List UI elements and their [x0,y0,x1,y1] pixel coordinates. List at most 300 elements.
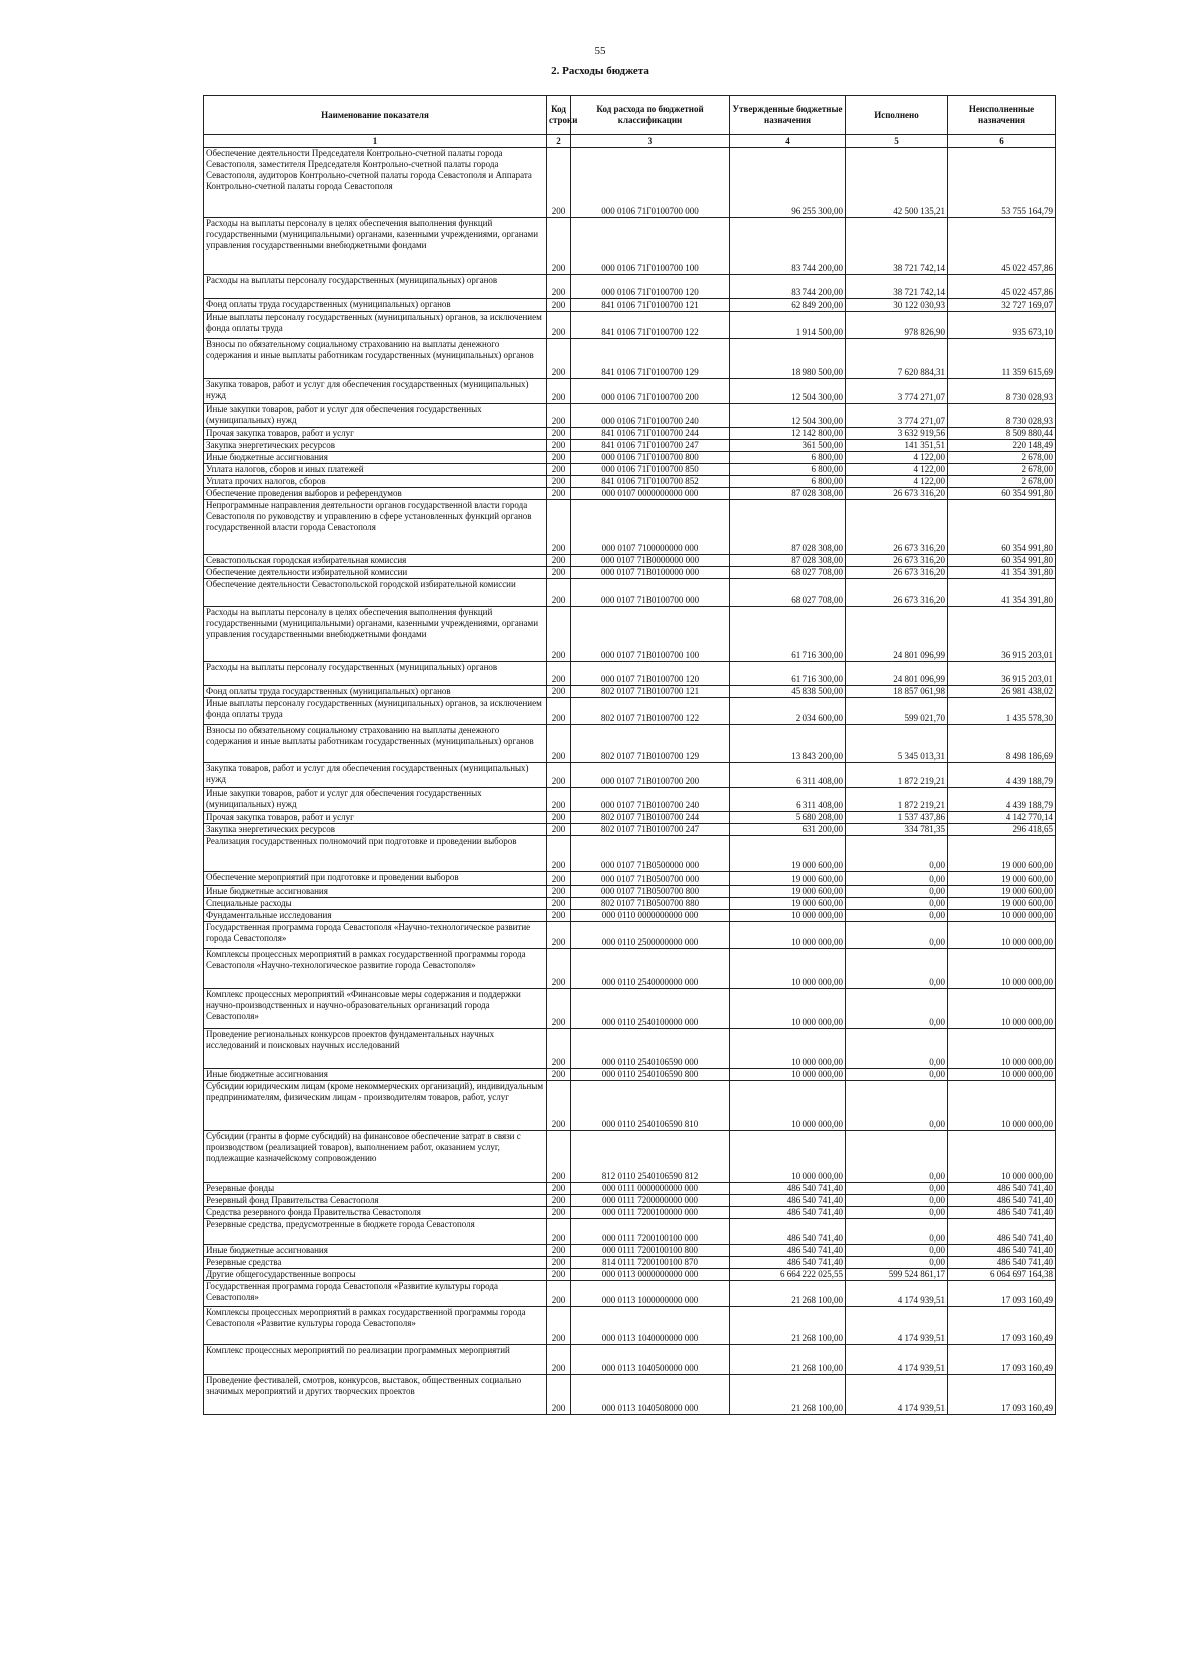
row-kbk-cell: 000 0106 71Г0100700 100 [571,218,730,275]
row-approved-cell: 486 540 741,40 [730,1219,846,1245]
column-number: 6 [948,135,1056,148]
table-row [204,763,1056,788]
row-name-cell: Другие общегосударственные вопросы [204,1269,547,1281]
row-kbk-cell: 000 0107 71В0000000 000 [571,555,730,567]
row-code-cell: 200 [547,1183,571,1195]
table-row [204,1219,1056,1245]
row-code-cell: 200 [547,607,571,662]
row-executed-cell: 599 021,70 [846,698,948,725]
row-name-cell: Резервные средства [204,1257,547,1269]
row-code-cell: 200 [547,725,571,763]
row-executed-cell: 0,00 [846,1029,948,1069]
row-code-cell: 200 [547,812,571,824]
row-approved-cell: 486 540 741,40 [730,1257,846,1269]
row-name-cell: Фонд оплаты труда государственных (муниципальных) органов [204,686,547,698]
table-row [204,686,1056,698]
row-approved-cell: 486 540 741,40 [730,1183,846,1195]
column-header-name: Наименование показателя [204,96,547,135]
table-row [204,218,1056,275]
row-unexecuted-cell: 53 755 164,79 [948,148,1056,218]
row-approved-cell: 10 000 000,00 [730,1029,846,1069]
row-kbk-cell: 000 0107 71В0100700 240 [571,788,730,812]
row-code-cell: 200 [547,989,571,1029]
row-executed-cell: 26 673 316,20 [846,567,948,579]
row-code-cell: 200 [547,949,571,989]
row-code-cell: 200 [547,312,571,339]
row-code-cell: 200 [547,464,571,476]
row-executed-cell: 18 857 061,98 [846,686,948,698]
row-kbk-cell: 000 0110 0000000000 000 [571,910,730,922]
row-approved-cell: 6 664 222 025,55 [730,1269,846,1281]
row-approved-cell: 12 504 300,00 [730,379,846,404]
table-row [204,428,1056,440]
table-row [204,1183,1056,1195]
row-approved-cell: 83 744 200,00 [730,275,846,299]
row-name-cell: Обеспечение мероприятий при подготовке и проведении выборов [204,872,547,886]
row-unexecuted-cell: 2 678,00 [948,464,1056,476]
column-number: 1 [204,135,547,148]
row-approved-cell: 68 027 708,00 [730,567,846,579]
row-kbk-cell: 000 0113 1040500000 000 [571,1345,730,1375]
table-row [204,1131,1056,1183]
table-row [204,698,1056,725]
row-code-cell: 200 [547,404,571,428]
row-name-cell: Резервные средства, предусмотренные в бюджете города Севастополя [204,1219,547,1245]
row-name-cell: Иные бюджетные ассигнования [204,1245,547,1257]
row-approved-cell: 6 311 408,00 [730,788,846,812]
row-kbk-cell: 841 0106 71Г0100700 129 [571,339,730,379]
row-code-cell: 200 [547,836,571,872]
row-executed-cell: 4 174 939,51 [846,1345,948,1375]
row-unexecuted-cell: 8 498 186,69 [948,725,1056,763]
table-row [204,662,1056,686]
row-unexecuted-cell: 4 439 188,79 [948,788,1056,812]
row-unexecuted-cell: 60 354 991,80 [948,500,1056,555]
row-kbk-cell: 000 0111 7200000000 000 [571,1195,730,1207]
row-kbk-cell: 802 0107 71В0100700 247 [571,824,730,836]
row-approved-cell: 10 000 000,00 [730,1131,846,1183]
row-kbk-cell: 000 0110 2500000000 000 [571,922,730,949]
row-name-cell: Уплата прочих налогов, сборов [204,476,547,488]
table-row [204,1029,1056,1069]
row-unexecuted-cell: 6 064 697 164,38 [948,1269,1056,1281]
row-code-cell: 200 [547,1131,571,1183]
row-kbk-cell: 000 0111 7200100000 000 [571,1207,730,1219]
table-row [204,452,1056,464]
row-executed-cell: 4 174 939,51 [846,1375,948,1415]
row-unexecuted-cell: 17 093 160,49 [948,1345,1056,1375]
row-unexecuted-cell: 10 000 000,00 [948,1029,1056,1069]
table-row [204,339,1056,379]
row-unexecuted-cell: 17 093 160,49 [948,1281,1056,1307]
row-approved-cell: 87 028 308,00 [730,500,846,555]
row-name-cell: Резервный фонд Правительства Севастополя [204,1195,547,1207]
row-kbk-cell: 000 0107 71В0500700 800 [571,886,730,898]
row-code-cell: 200 [547,579,571,607]
row-name-cell: Обеспечение деятельности Севастопольской городской избирательной комиссии [204,579,547,607]
row-kbk-cell: 000 0113 0000000000 000 [571,1269,730,1281]
row-unexecuted-cell: 32 727 169,07 [948,299,1056,312]
row-approved-cell: 10 000 000,00 [730,910,846,922]
row-kbk-cell: 000 0107 71В0500700 000 [571,872,730,886]
row-name-cell: Комплексы процессных мероприятий в рамках государственной программы города Севастополя «Научно-технологическое развитие города Севастополя» [204,949,547,989]
row-kbk-cell: 000 0106 71Г0100700 120 [571,275,730,299]
row-code-cell: 200 [547,1345,571,1375]
row-name-cell: Закупка энергетических ресурсов [204,824,547,836]
section-title: 2. Расходы бюджета [551,65,649,77]
row-approved-cell: 5 680 208,00 [730,812,846,824]
row-unexecuted-cell: 220 148,49 [948,440,1056,452]
row-executed-cell: 0,00 [846,1183,948,1195]
row-executed-cell: 1 537 437,86 [846,812,948,824]
row-name-cell: Прочая закупка товаров, работ и услуг [204,428,547,440]
row-executed-cell: 1 872 219,21 [846,763,948,788]
table-row [204,1281,1056,1307]
row-name-cell: Иные закупки товаров, работ и услуг для обеспечения государственных (муниципальных) нужд [204,788,547,812]
row-unexecuted-cell: 1 435 578,30 [948,698,1056,725]
row-kbk-cell: 000 0107 7100000000 000 [571,500,730,555]
table-row [204,312,1056,339]
table-body [204,148,1056,1415]
row-kbk-cell: 000 0107 0000000000 000 [571,488,730,500]
row-executed-cell: 4 122,00 [846,464,948,476]
table-row [204,788,1056,812]
column-header-unexecuted: Неисполненные назначения [948,96,1056,135]
row-name-cell: Иные бюджетные ассигнования [204,1069,547,1081]
row-name-cell: Средства резервного фонда Правительства Севастополя [204,1207,547,1219]
row-name-cell: Расходы на выплаты персоналу в целях обеспечения выполнения функций государственными (муниципальными) органами, казенными учреждениями, органами управления государственными внебюджетными фондами [204,218,547,275]
row-unexecuted-cell: 10 000 000,00 [948,1131,1056,1183]
row-unexecuted-cell: 4 439 188,79 [948,763,1056,788]
row-executed-cell: 3 774 271,07 [846,404,948,428]
row-unexecuted-cell: 19 000 600,00 [948,886,1056,898]
row-approved-cell: 21 268 100,00 [730,1307,846,1345]
row-approved-cell: 12 142 800,00 [730,428,846,440]
table-row [204,579,1056,607]
row-approved-cell: 6 311 408,00 [730,763,846,788]
table-row [204,275,1056,299]
row-unexecuted-cell: 486 540 741,40 [948,1257,1056,1269]
row-name-cell: Комплекс процессных мероприятий «Финансовые меры содержания и поддержки научно-производственных и научно-образовательных организаций города Севастополя» [204,989,547,1029]
table-row [204,1307,1056,1345]
table-row [204,404,1056,428]
row-executed-cell: 0,00 [846,836,948,872]
row-executed-cell: 0,00 [846,1245,948,1257]
row-kbk-cell: 000 0110 2540106590 810 [571,1081,730,1131]
row-approved-cell: 21 268 100,00 [730,1375,846,1415]
table-row [204,872,1056,886]
row-approved-cell: 10 000 000,00 [730,1069,846,1081]
row-code-cell: 200 [547,698,571,725]
row-unexecuted-cell: 10 000 000,00 [948,1081,1056,1131]
row-approved-cell: 10 000 000,00 [730,989,846,1029]
budget-expenses-table [203,95,1056,1415]
row-name-cell: Фундаментальные исследования [204,910,547,922]
row-unexecuted-cell: 8 509 880,44 [948,428,1056,440]
row-unexecuted-cell: 45 022 457,86 [948,218,1056,275]
row-name-cell: Иные бюджетные ассигнования [204,452,547,464]
row-executed-cell: 0,00 [846,1207,948,1219]
row-kbk-cell: 841 0106 71Г0100700 247 [571,440,730,452]
row-name-cell: Комплекс процессных мероприятий по реализации программных мероприятий [204,1345,547,1375]
row-kbk-cell: 000 0107 71В0100700 000 [571,579,730,607]
table-row [204,1207,1056,1219]
column-number-row [204,135,1056,148]
row-approved-cell: 19 000 600,00 [730,886,846,898]
row-name-cell: Субсидии (гранты в форме субсидий) на финансовое обеспечение затрат в связи с производством (реализацией товаров), выполнением работ, оказанием услуг, подлежащие казначейскому сопровождению [204,1131,547,1183]
table-row [204,555,1056,567]
row-code-cell: 200 [547,1245,571,1257]
row-approved-cell: 10 000 000,00 [730,949,846,989]
table-row [204,607,1056,662]
row-approved-cell: 61 716 300,00 [730,607,846,662]
row-executed-cell: 0,00 [846,886,948,898]
table-row [204,1069,1056,1081]
row-kbk-cell: 802 0107 71В0500700 880 [571,898,730,910]
row-code-cell: 200 [547,379,571,404]
table-row [204,886,1056,898]
row-executed-cell: 4 174 939,51 [846,1307,948,1345]
row-name-cell: Иные выплаты персоналу государственных (муниципальных) органов, за исключением фонда оплаты труда [204,698,547,725]
row-kbk-cell: 000 0107 71В0100700 120 [571,662,730,686]
column-number: 4 [730,135,846,148]
row-kbk-cell: 000 0113 1040508000 000 [571,1375,730,1415]
column-number: 3 [571,135,730,148]
row-name-cell: Расходы на выплаты персоналу в целях обеспечения выполнения функций государственными (муниципальными) органами, казенными учреждениями, органами управления государственными внебюджетными фондами [204,607,547,662]
table-row [204,812,1056,824]
row-executed-cell: 334 781,35 [846,824,948,836]
table-row [204,910,1056,922]
row-code-cell: 200 [547,662,571,686]
row-code-cell: 200 [547,886,571,898]
row-executed-cell: 0,00 [846,872,948,886]
row-kbk-cell: 000 0110 2540106590 800 [571,1069,730,1081]
table-row [204,476,1056,488]
row-executed-cell: 0,00 [846,1219,948,1245]
row-approved-cell: 96 255 300,00 [730,148,846,218]
row-code-cell: 200 [547,452,571,464]
row-unexecuted-cell: 4 142 770,14 [948,812,1056,824]
row-unexecuted-cell: 10 000 000,00 [948,949,1056,989]
column-number: 5 [846,135,948,148]
row-executed-cell: 0,00 [846,949,948,989]
row-code-cell: 200 [547,275,571,299]
row-name-cell: Непрограммные направления деятельности органов государственной власти города Севастополя по руководству и управлению в сфере установленных функций органов государственной власти города Севастополя [204,500,547,555]
row-executed-cell: 4 174 939,51 [846,1281,948,1307]
table-row [204,440,1056,452]
row-code-cell: 200 [547,1219,571,1245]
row-code-cell: 200 [547,1069,571,1081]
row-approved-cell: 83 744 200,00 [730,218,846,275]
row-kbk-cell: 000 0106 71Г0100700 240 [571,404,730,428]
row-approved-cell: 68 027 708,00 [730,579,846,607]
row-approved-cell: 486 540 741,40 [730,1245,846,1257]
row-code-cell: 200 [547,1029,571,1069]
row-executed-cell: 978 826,90 [846,312,948,339]
column-header-kbk: Код расхода по бюджетной классификации [571,96,730,135]
row-name-cell: Комплексы процессных мероприятий в рамках государственной программы города Севастополя «Развитие культуры города Севастополя» [204,1307,547,1345]
table-row [204,922,1056,949]
row-kbk-cell: 000 0107 71В0100700 200 [571,763,730,788]
row-name-cell: Расходы на выплаты персоналу государственных (муниципальных) органов [204,662,547,686]
table-row [204,299,1056,312]
row-approved-cell: 486 540 741,40 [730,1207,846,1219]
row-unexecuted-cell: 486 540 741,40 [948,1219,1056,1245]
row-unexecuted-cell: 17 093 160,49 [948,1375,1056,1415]
row-executed-cell: 4 122,00 [846,476,948,488]
row-kbk-cell: 000 0107 71В0500000 000 [571,836,730,872]
row-approved-cell: 18 980 500,00 [730,339,846,379]
row-approved-cell: 62 849 200,00 [730,299,846,312]
row-unexecuted-cell: 486 540 741,40 [948,1245,1056,1257]
column-number: 2 [547,135,571,148]
row-kbk-cell: 000 0111 7200100100 000 [571,1219,730,1245]
row-name-cell: Прочая закупка товаров, работ и услуг [204,812,547,824]
row-unexecuted-cell: 296 418,65 [948,824,1056,836]
table-row [204,1195,1056,1207]
row-code-cell: 200 [547,686,571,698]
row-unexecuted-cell: 2 678,00 [948,452,1056,464]
row-executed-cell: 26 673 316,20 [846,500,948,555]
row-executed-cell: 3 774 271,07 [846,379,948,404]
row-executed-cell: 26 673 316,20 [846,579,948,607]
row-executed-cell: 0,00 [846,922,948,949]
row-unexecuted-cell: 8 730 028,93 [948,379,1056,404]
row-unexecuted-cell: 19 000 600,00 [948,898,1056,910]
row-name-cell: Государственная программа города Севастополя «Развитие культуры города Севастополя» [204,1281,547,1307]
row-kbk-cell: 841 0106 71Г0100700 122 [571,312,730,339]
table-row [204,1245,1056,1257]
row-executed-cell: 0,00 [846,1131,948,1183]
table-row [204,500,1056,555]
row-executed-cell: 26 673 316,20 [846,488,948,500]
row-unexecuted-cell: 486 540 741,40 [948,1183,1056,1195]
row-unexecuted-cell: 45 022 457,86 [948,275,1056,299]
row-name-cell: Уплата налогов, сборов и иных платежей [204,464,547,476]
table-row [204,567,1056,579]
row-code-cell: 200 [547,299,571,312]
row-name-cell: Иные закупки товаров, работ и услуг для обеспечения государственных (муниципальных) нужд [204,404,547,428]
row-approved-cell: 87 028 308,00 [730,488,846,500]
row-executed-cell: 0,00 [846,1257,948,1269]
row-code-cell: 200 [547,488,571,500]
row-code-cell: 200 [547,824,571,836]
table-row [204,379,1056,404]
row-kbk-cell: 802 0107 71В0100700 121 [571,686,730,698]
row-kbk-cell: 802 0107 71В0100700 129 [571,725,730,763]
table-row [204,836,1056,872]
row-executed-cell: 24 801 096,99 [846,607,948,662]
row-executed-cell: 30 122 030,93 [846,299,948,312]
row-kbk-cell: 802 0107 71В0100700 244 [571,812,730,824]
row-approved-cell: 10 000 000,00 [730,1081,846,1131]
table-row [204,1375,1056,1415]
table-row [204,725,1056,763]
row-executed-cell: 141 351,51 [846,440,948,452]
table-row [204,949,1056,989]
page-number: 55 [594,45,606,57]
row-approved-cell: 2 034 600,00 [730,698,846,725]
row-code-cell: 200 [547,1375,571,1415]
row-kbk-cell: 000 0110 2540000000 000 [571,949,730,989]
row-kbk-cell: 000 0113 1040000000 000 [571,1307,730,1345]
row-code-cell: 200 [547,218,571,275]
row-name-cell: Проведение региональных конкурсов проектов фундаментальных научных исследований и поисковых научных исследований [204,1029,547,1069]
row-executed-cell: 24 801 096,99 [846,662,948,686]
row-approved-cell: 61 716 300,00 [730,662,846,686]
row-name-cell: Иные выплаты персоналу государственных (муниципальных) органов, за исключением фонда оплаты труда [204,312,547,339]
row-name-cell: Закупка товаров, работ и услуг для обеспечения государственных (муниципальных) нужд [204,379,547,404]
row-unexecuted-cell: 486 540 741,40 [948,1195,1056,1207]
row-executed-cell: 0,00 [846,898,948,910]
table-row [204,1269,1056,1281]
row-executed-cell: 0,00 [846,910,948,922]
row-code-cell: 200 [547,500,571,555]
row-executed-cell: 38 721 742,14 [846,275,948,299]
row-code-cell: 200 [547,1257,571,1269]
row-kbk-cell: 000 0106 71Г0100700 800 [571,452,730,464]
row-executed-cell: 5 345 013,31 [846,725,948,763]
row-name-cell: Обеспечение деятельности Председателя Контрольно-счетной палаты города Севастополя, заместителя Председателя Контрольно-счетной палаты города Севастополя, аудиторов Контрольно-счетной палаты города Севастополя и Аппарата Контрольно-счетной палаты города Севастополя [204,148,547,218]
row-executed-cell: 1 872 219,21 [846,788,948,812]
table-row [204,464,1056,476]
row-executed-cell: 38 721 742,14 [846,218,948,275]
row-code-cell: 200 [547,910,571,922]
row-kbk-cell: 000 0110 2540106590 000 [571,1029,730,1069]
row-unexecuted-cell: 10 000 000,00 [948,910,1056,922]
row-code-cell: 200 [547,567,571,579]
row-unexecuted-cell: 2 678,00 [948,476,1056,488]
row-code-cell: 200 [547,1307,571,1345]
row-executed-cell: 599 524 861,17 [846,1269,948,1281]
row-unexecuted-cell: 26 981 438,02 [948,686,1056,698]
row-approved-cell: 6 800,00 [730,476,846,488]
table-row [204,488,1056,500]
row-kbk-cell: 000 0111 0000000000 000 [571,1183,730,1195]
row-name-cell: Иные бюджетные ассигнования [204,886,547,898]
row-unexecuted-cell: 935 673,10 [948,312,1056,339]
row-executed-cell: 4 122,00 [846,452,948,464]
row-unexecuted-cell: 36 915 203,01 [948,607,1056,662]
row-kbk-cell: 000 0106 71Г0100700 000 [571,148,730,218]
row-approved-cell: 10 000 000,00 [730,922,846,949]
row-executed-cell: 42 500 135,21 [846,148,948,218]
row-kbk-cell: 812 0110 2540106590 812 [571,1131,730,1183]
row-unexecuted-cell: 10 000 000,00 [948,989,1056,1029]
row-approved-cell: 19 000 600,00 [730,836,846,872]
row-name-cell: Взносы по обязательному социальному страхованию на выплаты денежного содержания и иные выплаты работникам государственных (муниципальных) органов [204,339,547,379]
row-approved-cell: 21 268 100,00 [730,1281,846,1307]
row-code-cell: 200 [547,148,571,218]
table-row [204,989,1056,1029]
row-name-cell: Реализация государственных полномочий при подготовке и проведении выборов [204,836,547,872]
row-unexecuted-cell: 8 730 028,93 [948,404,1056,428]
row-executed-cell: 0,00 [846,1195,948,1207]
row-kbk-cell: 841 0106 71Г0100700 121 [571,299,730,312]
row-code-cell: 200 [547,1195,571,1207]
row-executed-cell: 7 620 884,31 [846,339,948,379]
row-unexecuted-cell: 19 000 600,00 [948,836,1056,872]
row-name-cell: Государственная программа города Севастополя «Научно-технологическое развитие города Севастополя» [204,922,547,949]
row-name-cell: Закупка энергетических ресурсов [204,440,547,452]
row-name-cell: Севастопольская городская избирательная комиссия [204,555,547,567]
row-code-cell: 200 [547,1269,571,1281]
row-code-cell: 200 [547,1207,571,1219]
row-code-cell: 200 [547,922,571,949]
row-approved-cell: 13 843 200,00 [730,725,846,763]
row-approved-cell: 486 540 741,40 [730,1195,846,1207]
row-executed-cell: 0,00 [846,1069,948,1081]
